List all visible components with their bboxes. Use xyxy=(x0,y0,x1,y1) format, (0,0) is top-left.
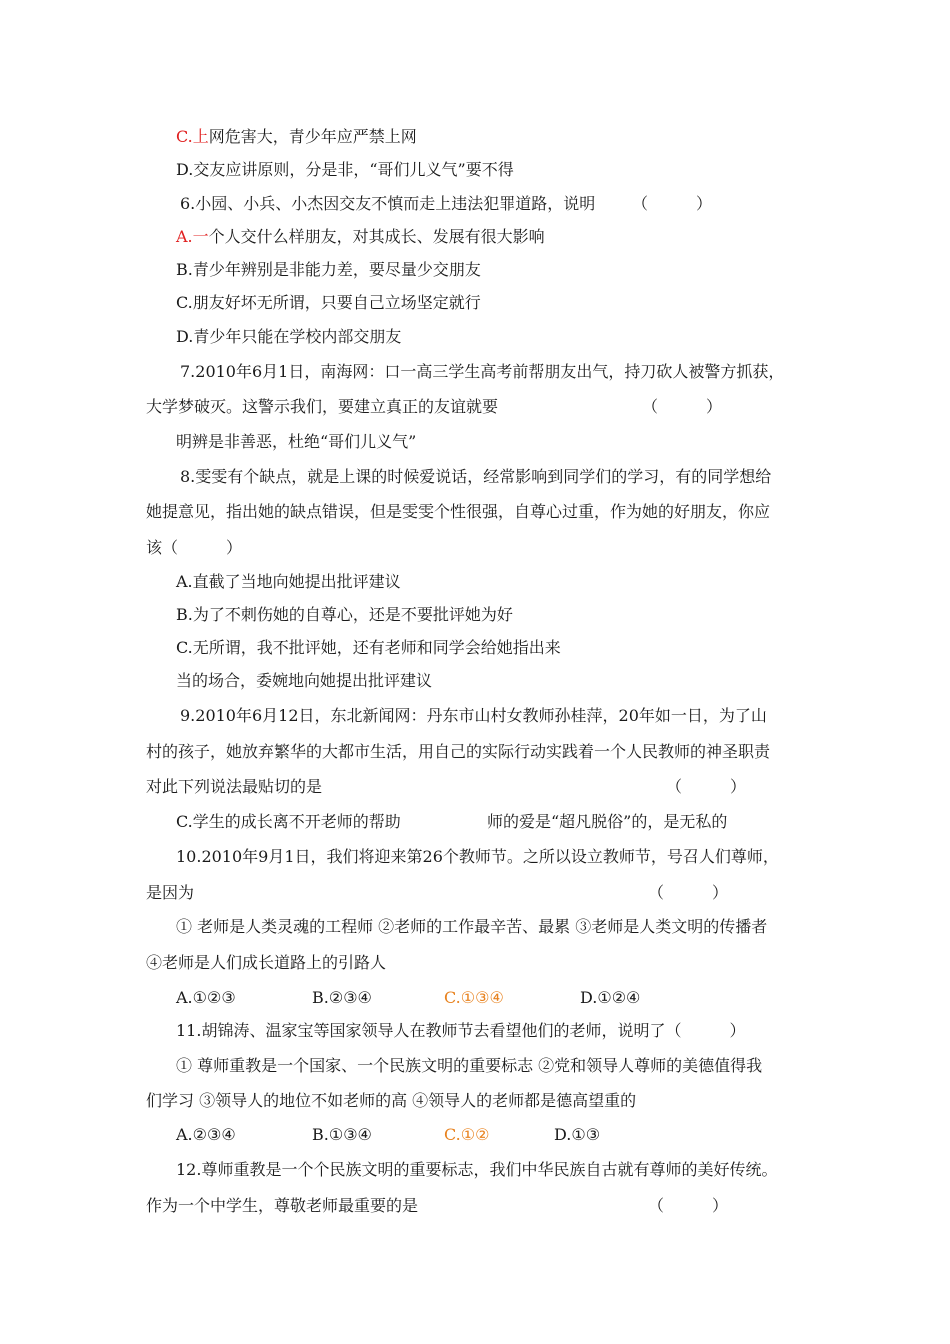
statements-10-cont: ④老师是人们成长道路上的引路人 xyxy=(146,953,387,972)
option-10d: D.①②④ xyxy=(580,988,641,1007)
option-11b: B.①③④ xyxy=(312,1125,372,1144)
option-10b: B.②③④ xyxy=(312,988,372,1007)
question-12: 12.尊师重教是一个个民族文明的重要标志，我们中华民族自古就有尊师的美好传统。 xyxy=(176,1160,778,1179)
option-10c-answer: C.①③④ xyxy=(444,988,504,1007)
option-9c: C.学生的成长离不开老师的帮助 xyxy=(176,812,401,831)
option-8a: A.直截了当地向她提出批评建议 xyxy=(176,572,401,591)
option-7: 明辨是非善恶，杜绝“哥们儿义气” xyxy=(176,432,417,451)
answer-paren-12: （ ） xyxy=(648,1196,729,1215)
question-8-cont: 她提意见，指出她的缺点错误，但是雯雯个性很强，自尊心过重，作为她的好朋友，你应 xyxy=(146,502,771,521)
option-10a: A.①②③ xyxy=(176,988,236,1007)
option-5d: D.交友应讲原则，分是非，“哥们儿义气”要不得 xyxy=(176,160,514,179)
question-12-cont: 作为一个中学生，尊敬老师最重要的是 xyxy=(146,1196,419,1215)
question-10: 10.2010年9月1日，我们将迎来第26个教师节。之所以设立教师节，号召人们尊师， xyxy=(176,847,779,866)
question-10-cont: 是因为 xyxy=(146,883,195,902)
answer-mark: C.上 xyxy=(176,127,209,146)
answer-paren-6: （ ） xyxy=(632,194,713,213)
option-6a: A.一个人交什么样朋友，对其成长、发展有很大影响 xyxy=(176,227,545,246)
answer-paren-7: （ ） xyxy=(642,397,723,416)
option-6b: B.青少年辨别是非能力差，要尽量少交朋友 xyxy=(176,260,481,279)
option-9-other: 师的爱是“超凡脱俗”的，是无私的 xyxy=(487,812,728,831)
option-11c-answer: C.①② xyxy=(444,1125,490,1144)
option-8b: B.为了不刺伤她的自尊心，还是不要批评她为好 xyxy=(176,605,513,624)
answer-paren-9: （ ） xyxy=(666,777,747,796)
question-7: 7.2010年6月1日，南海网：口一高三学生高考前帮朋友出气，持刀砍人被警方抓获， xyxy=(180,362,785,381)
answer-paren-10: （ ） xyxy=(648,883,729,902)
option-5c: C.上网危害大，青少年应严禁上网 xyxy=(176,127,417,146)
question-11: 11.胡锦涛、温家宝等国家领导人在教师节去看望他们的老师，说明了（ ） xyxy=(176,1021,746,1040)
question-9-cont2: 对此下列说法最贴切的是 xyxy=(146,777,323,796)
answer-mark: A.一 xyxy=(176,227,209,246)
question-9: 9.2010年6月12日，东北新闻网：丹东市山村女教师孙桂萍，20年如一日，为了山 xyxy=(180,706,767,725)
option-8d: 当的场合，委婉地向她提出批评建议 xyxy=(176,671,433,690)
question-8-cont2: 该（ ） xyxy=(146,538,243,557)
question-7-cont: 大学梦破灭。这警示我们，要建立真正的友谊就要 xyxy=(146,397,499,416)
statements-11: ① 尊师重教是一个国家、一个民族文明的重要标志 ②党和领导人尊师的美德值得我 xyxy=(176,1056,763,1075)
question-6: 6.小园、小兵、小杰因交友不慎而走上违法犯罪道路，说明 xyxy=(180,194,596,213)
question-9-cont: 村的孩子，她放弃繁华的大都市生活，用自己的实际行动实践着一个人民教师的神圣职责 xyxy=(146,742,771,761)
question-8: 8.雯雯有个缺点，就是上课的时候爱说话，经常影响到同学们的学习，有的同学想给 xyxy=(180,467,772,486)
option-6d: D.青少年只能在学校内部交朋友 xyxy=(176,327,402,346)
option-11a: A.②③④ xyxy=(176,1125,236,1144)
option-11d: D.①③ xyxy=(554,1125,601,1144)
option-6c: C.朋友好坏无所谓，只要自己立场坚定就行 xyxy=(176,293,481,312)
statements-11-cont: 们学习 ③领导人的地位不如老师的高 ④领导人的老师都是德高望重的 xyxy=(146,1091,637,1110)
option-8c: C.无所谓，我不批评她，还有老师和同学会给她指出来 xyxy=(176,638,561,657)
statements-10: ① 老师是人类灵魂的工程师 ②老师的工作最辛苦、最累 ③老师是人类文明的传播者 xyxy=(176,917,768,936)
